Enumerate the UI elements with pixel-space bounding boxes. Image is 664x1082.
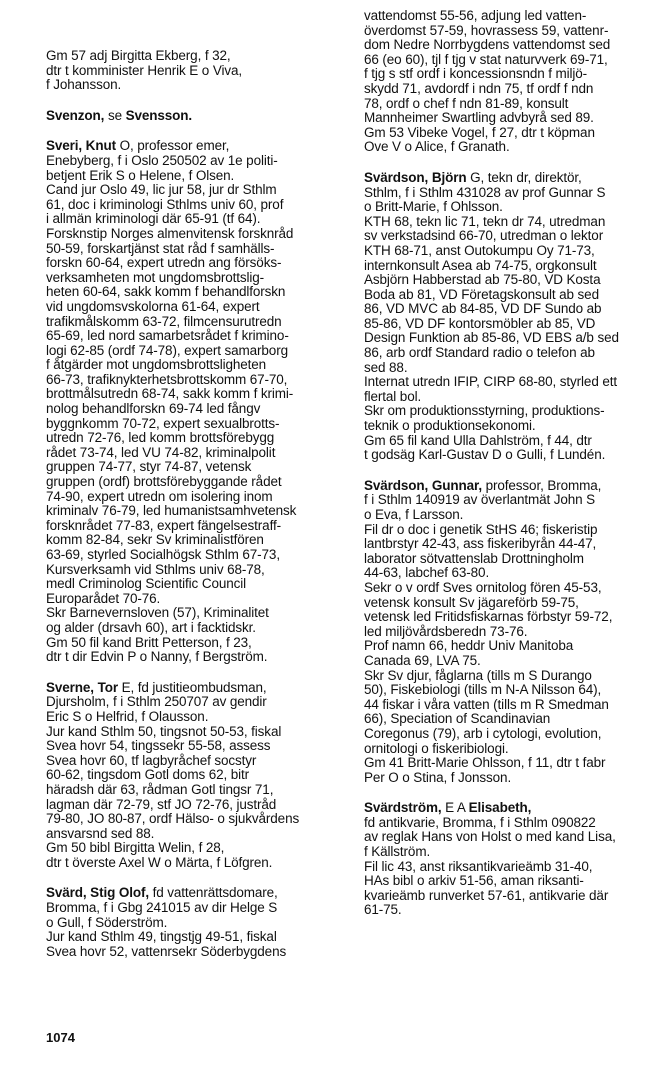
text-segment: t godsäg Karl-Gustav D o Gulli, f Lundén. [364, 447, 606, 463]
text-segment: brottmålsutredn 68-74, sakk komm f krimi- [46, 386, 294, 402]
text-line [364, 771, 664, 786]
text-line [364, 273, 664, 288]
entry-heading: Svärdson, Gunnar, [364, 477, 482, 493]
text-line [46, 945, 346, 960]
text-line [46, 754, 346, 769]
text-line [46, 212, 346, 227]
text-segment: Djursholm, f i Sthlm 250707 av gendir [46, 694, 267, 710]
text-segment: Bromma, f i Gbg 241015 av dir Helge S [46, 900, 278, 916]
text-segment: skydd 71, avdordf i ndn 75, tf ordf f ndn [364, 80, 594, 96]
text-segment: f Källström. [364, 844, 431, 860]
text-segment: Jur kand Sthlm 50, tingsnot 50-53, fiskal [46, 723, 282, 739]
text-segment: f i Sthlm 140919 av överlantmät John S [364, 492, 596, 508]
text-line [46, 841, 346, 856]
text-segment: dtr t överste Axel W o Märta, f Löfgren. [46, 854, 273, 870]
text-segment: O, professor emer, [115, 138, 230, 154]
text-line [364, 229, 664, 244]
text-line [364, 434, 664, 449]
text-segment: 66), Speciation of Scandinavian [364, 711, 551, 727]
text-segment: Eric S o Helfrid, f Olausson. [46, 708, 209, 724]
biography-entry [364, 9, 664, 155]
text-line [364, 683, 664, 698]
entry-heading: Sverne, Tor [46, 679, 118, 695]
text-segment: komm 82-84, sekr Sv kriminalistfören [46, 532, 264, 548]
text-segment: nolog behandlforskn 69-74 led fångv [46, 401, 261, 417]
text-line [46, 109, 346, 124]
text-segment: Sthlm, f i Sthlm 431028 av prof Gunnar S [364, 184, 606, 200]
text-segment: Mannheimer Swartling advbyrå sed 89. [364, 110, 594, 126]
text-line [364, 186, 664, 201]
text-line [364, 97, 664, 112]
text-line [46, 373, 346, 388]
text-line [364, 566, 664, 581]
text-line [364, 742, 664, 757]
text-line [364, 596, 664, 611]
text-segment: kriminalv 76-79, led humanistsamhvetensk [46, 503, 297, 519]
entry-heading: Elisabeth, [468, 800, 532, 816]
text-line [364, 375, 664, 390]
text-line [364, 259, 664, 274]
text-line [364, 625, 664, 640]
text-line [46, 329, 346, 344]
text-line [364, 448, 664, 463]
text-segment: 63-69, styrled Socialhögsk Sthlm 67-73, [46, 547, 280, 562]
text-line [364, 874, 664, 889]
text-line [364, 552, 664, 567]
entry-heading: Svärd, Stig Olof, [46, 885, 149, 901]
text-line [46, 387, 346, 402]
text-segment: og alder (drsavh 60), art i facktidskr. [46, 619, 256, 635]
text-line [46, 592, 346, 607]
text-segment: 78, ordf o chef f ndn 81-89, konsult [364, 95, 569, 111]
text-segment: Skr om produktionsstyrning, produktions- [364, 403, 605, 419]
text-segment: 44 fiskar i våra vatten (tills m R Smedman [364, 696, 609, 712]
text-line [46, 548, 346, 563]
text-segment: Gm 53 Vibeke Vogel, f 27, dtr t köpman [364, 124, 595, 140]
biography-entry [364, 479, 664, 785]
text-line [46, 533, 346, 548]
text-line [46, 139, 346, 154]
text-segment: dtr t dir Edvin P o Nanny, f Bergström. [46, 649, 268, 665]
biography-entry [46, 681, 346, 871]
text-line [46, 183, 346, 198]
text-segment: Gm 50 fil kand Britt Petterson, f 23, [46, 634, 252, 650]
text-line [46, 402, 346, 417]
text-line [364, 67, 664, 82]
text-segment: 79-80, JO 80-87, ordf Hälso- o sjukvårdens [46, 811, 300, 827]
text-line [46, 460, 346, 475]
text-segment: led miljövårdsberedn 73-76. [364, 623, 528, 639]
text-segment: Jur kand Sthlm 49, tingstjg 49-51, fiskal [46, 929, 277, 945]
text-segment: Forsknstip Norges almenvitensk forsknråd [46, 225, 294, 241]
text-line [364, 288, 664, 303]
text-segment: logi 62-85 (ordf 74-78), expert samarborg [46, 342, 288, 358]
text-segment: o Gull, f Söderström. [46, 914, 168, 930]
text-segment: flertal bol. [364, 388, 422, 404]
text-line [364, 727, 664, 742]
text-line [46, 621, 346, 636]
text-segment: 50), Fiskebiologi (tills m N-A Nilsson 64), [364, 682, 602, 698]
text-line [46, 475, 346, 490]
text-line [364, 816, 664, 831]
text-segment: Boda ab 81, VD Företagskonsult ab sed [364, 286, 599, 302]
text-segment: E, fd justitieombudsman, [117, 679, 267, 695]
text-segment: Fil lic 43, anst riksantikvarieämb 31-40, [364, 858, 593, 874]
text-line [46, 577, 346, 592]
text-line [46, 798, 346, 813]
text-line [46, 606, 346, 621]
text-line [364, 610, 664, 625]
text-segment: 65-69, led nord samarbetsrådet f krimino- [46, 328, 289, 344]
text-line [46, 344, 346, 359]
text-line [364, 654, 664, 669]
text-segment: av reglak Hans von Holst o med kand Lisa, [364, 829, 616, 845]
text-line [46, 783, 346, 798]
text-line [46, 563, 346, 578]
text-segment: dom Nedre Norrbygdens vattendomst sed [364, 37, 611, 53]
text-segment: Gm 57 adj Birgitta Ekberg, f 32, [46, 48, 231, 63]
text-segment: 61-75. [364, 902, 402, 918]
text-line [364, 523, 664, 538]
text-line [364, 361, 664, 376]
entry-heading: Svärdström, [364, 800, 442, 816]
text-line [46, 49, 346, 64]
text-segment: 66-73, trafiknykterhetsbrottskomm 67-70, [46, 371, 288, 387]
text-segment: vattendomst 55-56, adjung led vatten- [364, 8, 587, 23]
text-line [364, 126, 664, 141]
text-segment: 44-63, labchef 63-80. [364, 565, 490, 581]
text-line [364, 903, 664, 918]
text-line [46, 431, 346, 446]
text-line [46, 417, 346, 432]
text-segment: Ove V o Alice, f Granath. [364, 139, 510, 155]
text-segment: trafikmålskomm 63-72, filmcensurutredn [46, 313, 282, 329]
text-segment: betjent Erik S o Helene, f Olsen. [46, 167, 235, 183]
biography-entry [364, 801, 664, 918]
text-line [46, 227, 346, 242]
text-line [364, 244, 664, 259]
text-segment: Cand jur Oslo 49, lic jur 58, jur dr Sthlm [46, 182, 277, 198]
left-column [46, 49, 346, 975]
text-segment: se [104, 107, 126, 123]
text-segment: sed 88. [364, 359, 408, 375]
text-segment: gruppen 74-77, styr 74-87, vetensk [46, 459, 252, 475]
text-line [364, 331, 664, 346]
text-line [364, 24, 664, 39]
text-segment: o Eva, f Larsson. [364, 507, 464, 522]
text-segment: Svea hovr 52, vattenrsekr Söderbygdens [46, 943, 287, 959]
text-line [364, 537, 664, 552]
text-segment: överdomst 57-59, hovrassess 59, vattenr- [364, 22, 609, 38]
text-segment: o Britt-Marie, f Ohlsson. [364, 199, 503, 215]
text-segment: 61, doc i kriminologi Sthlms univ 60, prof [46, 196, 284, 212]
text-line [46, 64, 346, 79]
entry-heading: Svärdson, Björn [364, 169, 467, 185]
text-segment: Gm 65 fil kand Ulla Dahlström, f 44, dtr [364, 432, 592, 448]
text-line [46, 242, 346, 257]
text-line [364, 38, 664, 53]
text-segment: Fil dr o doc i genetik StHS 46; fiskeristip [364, 521, 598, 537]
text-line [46, 300, 346, 315]
text-segment: f åtgärder mot ungdomsbrottsligheten [46, 357, 267, 373]
text-segment: 86, VD MVC ab 84-85, VD DF Sundo ab [364, 301, 602, 317]
text-segment: fd vattenrättsdomare, [148, 885, 278, 901]
text-segment: forsknrådet 77-83, expert fängelsestraff- [46, 517, 281, 533]
text-segment: i allmän kriminologi där 65-91 (tf 64). [46, 211, 261, 227]
text-segment: ansvarsnd sed 88. [46, 825, 155, 841]
text-line [364, 801, 664, 816]
text-line [46, 636, 346, 651]
text-segment: verksamheten mot ungdomsbrottslig- [46, 269, 265, 285]
text-segment: Per O o Stina, f Jonsson. [364, 769, 512, 785]
biography-entry [46, 109, 346, 124]
text-line [46, 271, 346, 286]
text-line [364, 479, 664, 494]
text-segment: teknik o produktionsekonomi. [364, 418, 536, 434]
text-segment: Prof namn 66, heddr Univ Manitoba [364, 638, 574, 654]
text-segment: rådet 73-74, led VU 74-82, kriminalpolit [46, 444, 276, 460]
text-line [364, 140, 664, 155]
text-line [46, 446, 346, 461]
text-segment: Coregonus (79), arb i cytologi, evolution, [364, 725, 602, 741]
text-segment: medl Criminolog Scientific Council [46, 576, 246, 592]
text-line [46, 695, 346, 710]
text-segment: HAs bibl o arkiv 51-56, aman riksanti- [364, 873, 584, 889]
text-line [46, 916, 346, 931]
text-line [364, 390, 664, 405]
text-segment: vetensk konsult Sv jägareförb 59-75, [364, 594, 579, 610]
text-segment: lantbrstyr 42-43, ass fiskeribyrån 44-47, [364, 536, 597, 552]
text-segment: vetensk led Fritidsfiskarnas förbstyr 59-72, [364, 609, 613, 625]
biography-entry [46, 886, 346, 959]
text-segment: Skr Barnevernsloven (57), Kriminalitet [46, 605, 269, 621]
text-segment: professor, Bromma, [482, 477, 602, 493]
text-segment: kvarieämb runverket 57-61, antikvarie där [364, 887, 609, 903]
text-line [364, 639, 664, 654]
text-segment: internkonsult Asea ab 74-75, orgkonsult [364, 257, 597, 273]
text-line [364, 171, 664, 186]
text-line [364, 581, 664, 596]
text-segment: dtr t komminister Henrik E o Viva, [46, 62, 242, 78]
text-line [46, 490, 346, 505]
text-segment: sv verkstadsind 66-70, utredman o lektor [364, 228, 604, 244]
text-line [364, 756, 664, 771]
text-segment: Enebyberg, f i Oslo 250502 av 1e politi- [46, 152, 278, 168]
text-segment: heten 60-64, sakk komm f behandlforskn [46, 284, 286, 300]
text-line [46, 827, 346, 842]
page-number: 1074 [46, 1030, 75, 1045]
text-line [364, 508, 664, 523]
text-line [46, 739, 346, 754]
text-segment: Svea hovr 54, tingssekr 55-58, assess [46, 738, 271, 754]
right-column [364, 9, 664, 934]
text-segment: Gm 41 Britt-Marie Ohlsson, f 11, dtr t fabr [364, 755, 606, 771]
text-segment: 66 (eo 60), tjl f tjg v stat naturvverk 69-71, [364, 51, 608, 67]
text-line [364, 404, 664, 419]
biography-entry [46, 49, 346, 93]
text-segment: gruppen (ordf) brottsförebyggande rådet [46, 474, 282, 490]
text-line [46, 154, 346, 169]
text-segment: fd antikvarie, Bromma, f i Sthlm 090822 [364, 814, 596, 830]
text-line [46, 504, 346, 519]
text-line [46, 710, 346, 725]
entry-heading: Sveri, Knut [46, 138, 116, 154]
text-line [46, 198, 346, 213]
text-segment: Asbjörn Habberstad ab 75-80, VD Kosta [364, 272, 601, 288]
text-line [364, 200, 664, 215]
text-segment: vid ungdomsvskolorna 61-64, expert [46, 298, 260, 314]
text-line [364, 889, 664, 904]
entry-heading: Svenzon, [46, 107, 105, 123]
text-line [46, 725, 346, 740]
text-segment: KTH 68-71, anst Outokumpu Oy 71-73, [364, 242, 595, 258]
text-line [364, 215, 664, 230]
text-line [364, 317, 664, 332]
text-line [46, 768, 346, 783]
text-line [364, 346, 664, 361]
entry-heading: Svensson. [125, 107, 193, 123]
text-line [46, 812, 346, 827]
text-segment: Sekr o v ordf Sves ornitolog fören 45-53, [364, 579, 602, 595]
text-line [364, 302, 664, 317]
text-segment: 74-90, expert utredn om isolering inom [46, 488, 273, 504]
text-line [46, 901, 346, 916]
biography-entry [364, 171, 664, 463]
text-line [364, 53, 664, 68]
text-segment: 60-62, tingsdom Gotl doms 62, bitr [46, 767, 250, 783]
text-segment: 50-59, forskartjänst stat råd f samhälls- [46, 240, 275, 256]
text-line [364, 830, 664, 845]
text-line [46, 285, 346, 300]
text-segment: Europarådet 70-76. [46, 590, 161, 606]
text-line [46, 315, 346, 330]
text-segment: laborator sötvattenslab Drottningholm [364, 550, 584, 566]
text-line [46, 256, 346, 271]
text-segment: forskn 60-64, expert utredn ang försöks- [46, 255, 282, 271]
text-line [46, 930, 346, 945]
text-line [46, 886, 346, 901]
text-segment: häradsh där 63, rådman Gotl tingsr 71, [46, 781, 274, 797]
text-line [46, 169, 346, 184]
text-line [46, 856, 346, 871]
text-line [364, 493, 664, 508]
text-line [46, 519, 346, 534]
text-line [364, 712, 664, 727]
text-line [364, 111, 664, 126]
biography-entry [46, 139, 346, 664]
text-line [46, 78, 346, 93]
text-segment: 85-86, VD DF kontorsmöbler ab 85, VD [364, 315, 596, 331]
text-segment: E A [441, 800, 469, 816]
text-line [46, 681, 346, 696]
text-line [46, 650, 346, 665]
text-segment: utredn 72-76, led komm brottsförebygg [46, 430, 275, 446]
text-line [364, 419, 664, 434]
text-segment: Kursverksamh vid Sthlms univ 68-78, [46, 561, 265, 577]
text-line [364, 9, 664, 24]
text-segment: G, tekn dr, direktör, [466, 169, 582, 185]
text-segment: Design Funktion ab 85-86, VD EBS a/b sed [364, 330, 619, 346]
text-line [364, 845, 664, 860]
text-segment: f Johansson. [46, 77, 122, 93]
text-line [364, 82, 664, 97]
text-line [46, 358, 346, 373]
text-segment: lagman där 72-79, stf JO 72-76, justråd [46, 796, 277, 812]
text-segment: Internat utredn IFIP, CIRP 68-80, styrled ett [364, 374, 617, 390]
text-segment: Skr Sv djur, fåglarna (tills m S Durango [364, 667, 592, 683]
text-line [364, 669, 664, 684]
text-segment: f tjg s stf ordf i koncessionsndn f miljö- [364, 66, 588, 82]
text-segment: ornitologi o fiskeribiologi. [364, 740, 509, 756]
text-line [364, 698, 664, 713]
text-segment: Canada 69, LVA 75. [364, 652, 481, 668]
text-line [364, 860, 664, 875]
text-segment: Gm 50 bibl Birgitta Welin, f 28, [46, 840, 225, 856]
text-segment: Svea hovr 60, tf lagbyråchef socstyr [46, 752, 257, 768]
text-segment: byggnkomm 70-72, expert sexualbrotts- [46, 415, 280, 431]
text-segment: 86, arb ordf Standard radio o telefon ab [364, 345, 595, 361]
text-segment: KTH 68, tekn lic 71, tekn dr 74, utredman [364, 213, 606, 229]
